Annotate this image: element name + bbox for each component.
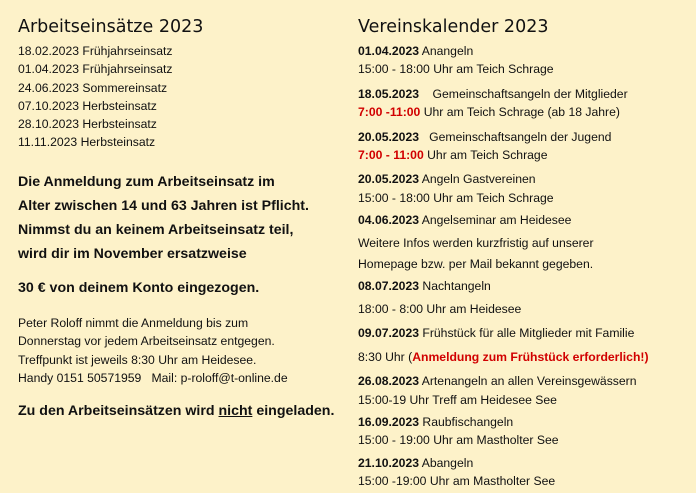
event-name: Angeln Gastvereinen: [419, 172, 536, 187]
event-date: 04.06.2023: [358, 213, 419, 228]
event-entry: [358, 324, 688, 366]
contact-line: Donnerstag vor jedem Arbeitseinsatz entgegen.: [18, 334, 275, 349]
event-detail: 8:30 Uhr (: [358, 349, 413, 364]
event-name: Artenangeln an allen Vereinsgewässern: [419, 374, 637, 389]
event-date: 26.08.2023: [358, 374, 419, 389]
event-info: Weitere Infos werden kurzfristig auf unserer: [358, 235, 594, 250]
event-name: Frühstück für alle Mitglieder mit Familie: [419, 326, 635, 341]
work-date-item: 07.10.2023 Herbsteinsatz: [18, 98, 157, 113]
event-detail: 18:00 - 8:00 Uhr am Heidesee: [358, 301, 522, 316]
event-entry: [358, 128, 688, 165]
work-date-item: 24.06.2023 Sommereinsatz: [18, 80, 168, 95]
work-date-item: 18.02.2023 Frühjahrseinsatz: [18, 44, 173, 58]
event-name: Abangeln: [419, 455, 474, 470]
event-date: 20.05.2023: [358, 172, 419, 187]
event-name: Raubfischangeln: [419, 414, 514, 429]
event-date: 18.05.2023: [358, 86, 419, 101]
event-date: 20.05.2023: [358, 129, 419, 144]
contact-line: Treffpunkt ist jeweils 8:30 Uhr am Heidesee.: [18, 352, 257, 367]
club-calendar-title: Vereinskalender 2023: [358, 17, 549, 37]
contact-line: Handy 0151 50571959 Mail: p-roloff@t-online.de: [18, 371, 288, 385]
work-dates-list: [18, 42, 348, 152]
events-list: [358, 42, 688, 491]
work-date-item: 28.10.2023 Herbsteinsatz: [18, 117, 157, 132]
event-date: 08.07.2023: [358, 279, 419, 294]
work-assignments-column: [18, 16, 348, 421]
event-date: 01.04.2023: [358, 44, 419, 58]
event-detail: 15:00-19 Uhr Treff am Heidesee See: [358, 392, 557, 407]
club-calendar-column: [358, 16, 688, 491]
contact-line: Peter Roloff nimmt die Anmeldung bis zum: [18, 315, 249, 330]
event-entry: [358, 454, 688, 491]
event-detail: 15:00 - 18:00 Uhr am Teich Schrage: [358, 62, 554, 77]
event-name: Anangeln: [419, 44, 474, 58]
event-entry: [358, 85, 688, 122]
event-name: Gemeinschaftsangeln der Jugend: [419, 129, 612, 144]
work-date-item: 01.04.2023 Frühjahrseinsatz: [18, 62, 173, 77]
event-detail: 15:00 - 19:00 Uhr am Mastholter See: [358, 433, 559, 448]
event-detail: 15:00 - 18:00 Uhr am Teich Schrage: [358, 190, 554, 205]
contact-info: [18, 314, 348, 388]
event-time: 7:00 -11:00: [358, 105, 421, 120]
event-detail: 15:00 -19:00 Uhr am Mastholter See: [358, 474, 556, 489]
event-entry: [358, 211, 688, 273]
event-entry: [358, 372, 688, 409]
event-detail: Uhr am Teich Schrage (ab 18 Jahre): [420, 105, 620, 120]
event-name: Gemeinschaftsangeln der Mitglieder: [419, 86, 628, 101]
event-name: Angelseminar am Heidesee: [419, 213, 572, 228]
no-invitation-notice: [18, 401, 348, 421]
event-registration-note: Anmeldung zum Frühstück erforderlich!): [412, 349, 649, 364]
notice-line: Alter zwischen 14 und 63 Jahren ist Pflicht.: [18, 197, 309, 214]
closing-pre: Zu den Arbeitseinsätzen wird: [18, 403, 219, 420]
event-name: Nachtangeln: [419, 279, 491, 294]
event-entry: [358, 42, 688, 79]
obligation-notice: [18, 170, 348, 266]
notice-line: Nimmst du an keinem Arbeitseinsatz teil,: [18, 221, 294, 238]
work-date-item: 11.11.2023 Herbsteinsatz: [18, 135, 156, 150]
event-entry: [358, 277, 688, 318]
event-date: 21.10.2023: [358, 455, 419, 470]
notice-line: Die Anmeldung zum Arbeitseinsatz im: [18, 173, 275, 190]
event-entry: [358, 170, 688, 207]
work-assignments-title: Arbeitseinsätze 2023: [18, 17, 204, 37]
event-info: Homepage bzw. per Mail bekannt gegeben.: [358, 257, 594, 272]
fee-notice: 30 € von deinem Konto eingezogen.: [18, 279, 260, 296]
event-detail: Uhr am Teich Schrage: [423, 148, 548, 163]
closing-post: eingeladen.: [252, 403, 335, 420]
event-time: 7:00 - 11:00: [358, 148, 424, 163]
event-date: 09.07.2023: [358, 326, 419, 341]
closing-underline: nicht: [218, 403, 253, 420]
notice-line: wird dir im November ersatzweise: [18, 245, 247, 262]
event-date: 16.09.2023: [358, 414, 419, 429]
event-entry: [358, 413, 688, 450]
